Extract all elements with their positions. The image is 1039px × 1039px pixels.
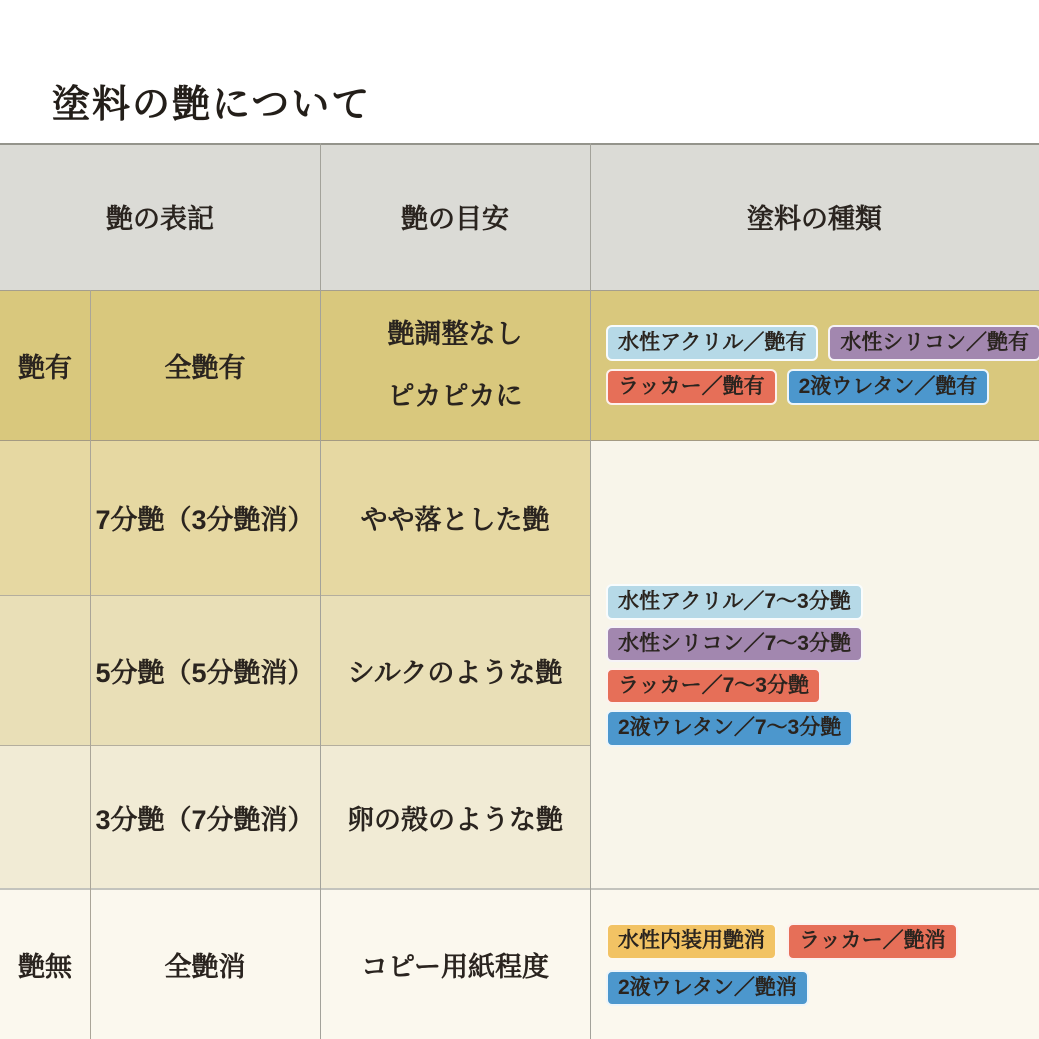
chip-row [606, 325, 1039, 361]
cell-glossy-label: 艶有 [0, 290, 90, 440]
chip-aqueous-silicone-gloss: 水性シリコン／艶有 [828, 325, 1039, 361]
chip-lacquer-matte: ラッカー／艶消 [787, 923, 958, 959]
row-divider [0, 745, 590, 746]
header-cell-paint-types: 塗料の種類 [590, 143, 1039, 290]
chip-aqueous-acrylic-half: 水性アクリル／7～3分艶 [606, 584, 863, 620]
cell-empty [0, 745, 90, 890]
cell-full-matte-guide: コピー用紙程度 [320, 890, 590, 1039]
column-divider [590, 143, 591, 1039]
cell-gloss7-guide: やや落とした艶 [320, 440, 590, 595]
chip-aqueous-acrylic-gloss: 水性アクリル／艶有 [606, 325, 818, 361]
cell-gloss3-notation: 3分艶（7分艶消） [90, 745, 320, 890]
chip-row [606, 369, 989, 405]
row-divider [0, 595, 590, 596]
cell-empty [0, 440, 90, 595]
cell-gloss3-guide: 卵の殻のような艶 [320, 745, 590, 890]
chip-urethane-gloss: 2液ウレタン／艶有 [787, 369, 990, 405]
chip-aqueous-interior-matte: 水性内装用艶消 [606, 923, 777, 959]
paint-chips-matte [590, 890, 1039, 1039]
chip-lacquer-half: ラッカー／7～3分艶 [606, 668, 821, 704]
cell-full-gloss-notation: 全艶有 [90, 290, 320, 440]
chip-urethane-half: 2液ウレタン／7～3分艶 [606, 710, 853, 746]
cell-gloss7-notation: 7分艶（3分艶消） [90, 440, 320, 595]
cell-gloss5-notation: 5分艶（5分艶消） [90, 595, 320, 745]
chip-row [606, 923, 958, 959]
column-divider [90, 290, 91, 1039]
row-divider [0, 888, 1039, 890]
cell-full-gloss-guide [320, 290, 590, 440]
chip-aqueous-silicone-half: 水性シリコン／7～3分艶 [606, 626, 863, 662]
chip-lacquer-gloss: ラッカー／艶有 [606, 369, 777, 405]
paint-chips-half-gloss [590, 440, 1039, 890]
page-title: 塗料の艶について [52, 84, 372, 127]
guide-line-2: ピカピカに [387, 381, 523, 411]
full-gloss-guide-lines [388, 311, 523, 420]
guide-line-1: 艶調整なし [387, 318, 523, 349]
cell-gloss5-guide: シルクのような艶 [320, 595, 590, 745]
chip-row [606, 970, 809, 1006]
chip-urethane-matte: 2液ウレタン／艶消 [606, 970, 809, 1006]
header-cell-gloss-guide: 艶の目安 [320, 143, 590, 290]
cell-empty [0, 595, 90, 745]
cell-full-matte-notation: 全艶消 [90, 890, 320, 1039]
header-bottom-border [0, 290, 1039, 291]
cell-matte-label: 艶無 [0, 890, 90, 1039]
header-cell-gloss-notation: 艶の表記 [0, 143, 320, 290]
row-divider [0, 440, 1039, 441]
column-divider [320, 143, 321, 1039]
paint-chips-glossy [590, 290, 1039, 440]
table-top-border [0, 143, 1039, 145]
